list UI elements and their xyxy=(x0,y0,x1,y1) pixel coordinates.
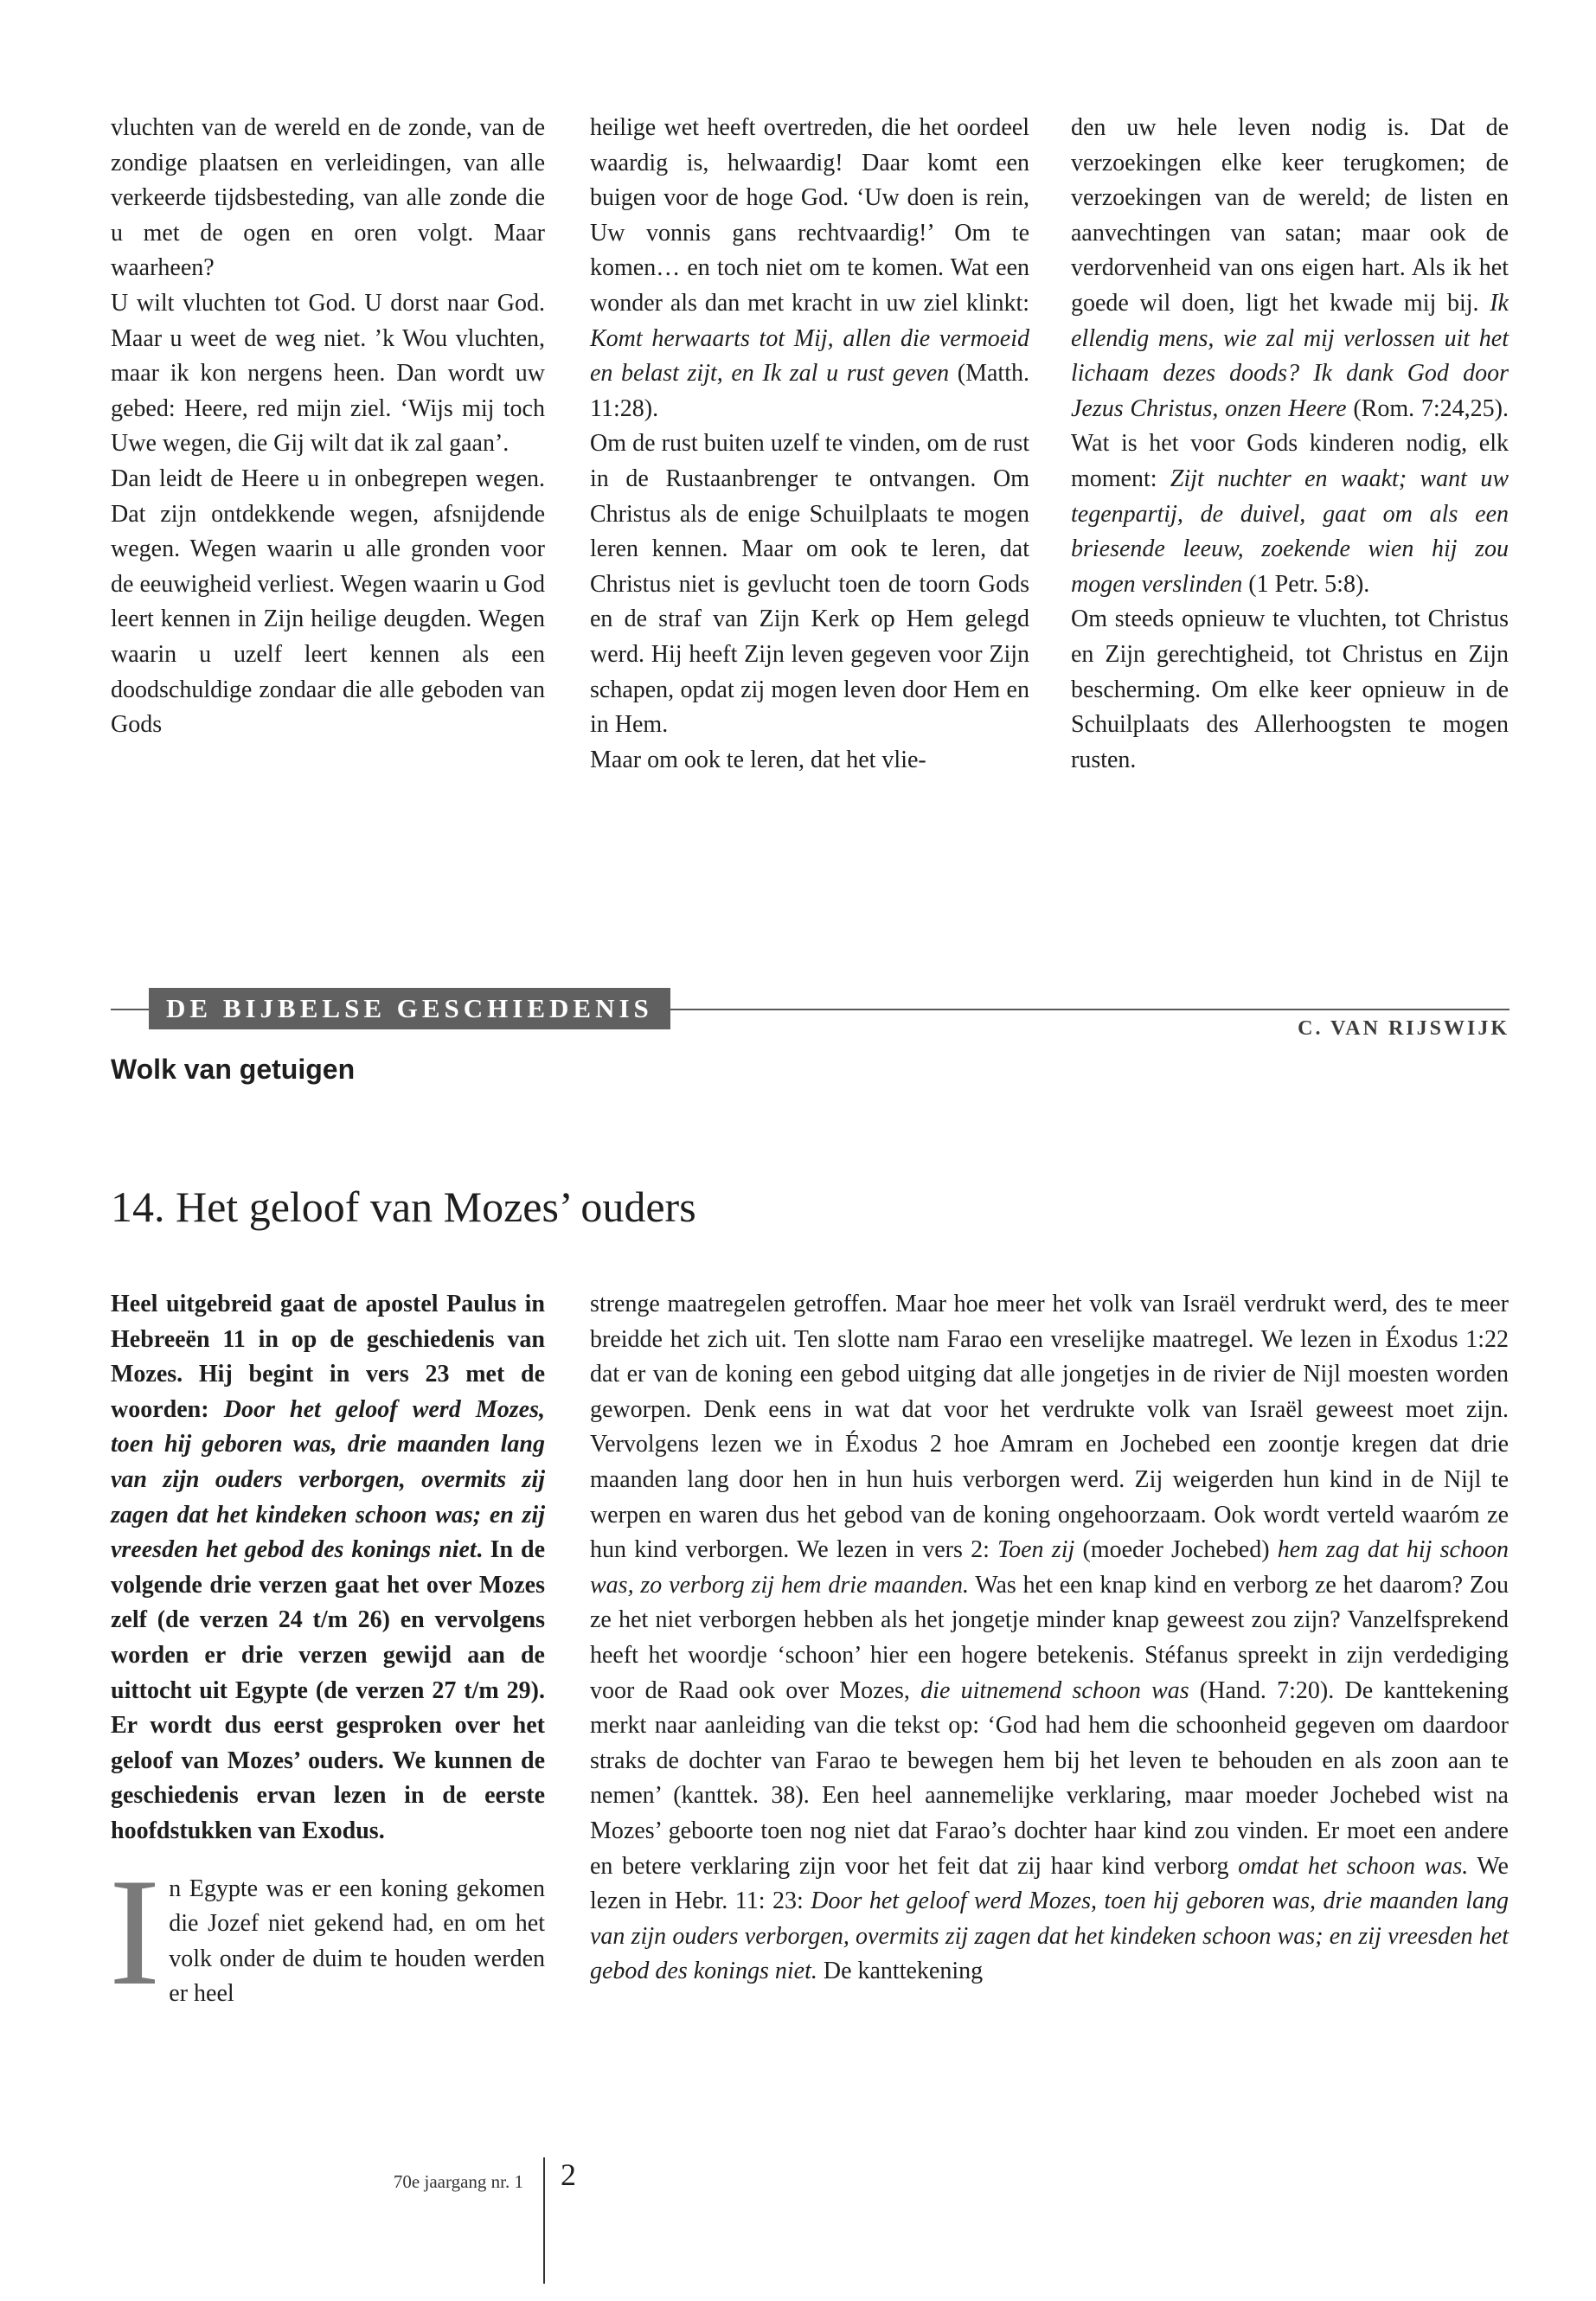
body-paragraph xyxy=(590,1287,1509,1990)
reference: (Matth. 11:28). xyxy=(590,360,1029,422)
author-name: C. VAN RIJSWIJK xyxy=(1298,1017,1509,1040)
text: We lezen in Hebr. 11: 23: xyxy=(590,1852,1509,1915)
scripture-quote: die uitnemend schoon was xyxy=(920,1676,1189,1704)
drop-cap: I xyxy=(109,1845,161,2017)
column-1 xyxy=(111,111,545,743)
page-number: 2 xyxy=(561,2157,576,2192)
text: n Egypte was er een koning gekomen die Jozef niet gekend had, en om het volk onder de duim te houden werden er heel xyxy=(169,1875,545,2008)
reference: (1 Petr. 5:8). xyxy=(1242,570,1370,598)
text: (Hand. 7:20). De kanttekening merkt naar aanleiding van die tekst op: ‘God had hem die schoonheid gegeven om daardoor straks de dochter van Farao te bewegen hem bij het leven te behouden en als zoon aan te nemen’ (kanttek. 38). Een heel aannemelijke verklaring, maar moeder Jochebed wist na Mozes’ geboorte toen nog niet dat Farao’s dochter haar kind zou vinden. Er moet een andere en betere verklaring zijn voor het feit dat zij haar kind verborg xyxy=(590,1676,1509,1880)
paragraph xyxy=(1071,111,1509,602)
issue-label: 70e jaargang nr. 1 xyxy=(393,2171,523,2192)
article-body-column xyxy=(590,1287,1509,1990)
lead-paragraph xyxy=(111,1287,545,1849)
footer-divider xyxy=(543,2157,545,2284)
paragraph: U wilt vluchten tot God. U dorst naar God. Maar u weet de weg niet. ’k Wou vluchten, maar ik kon nergens heen. Dan wordt uw gebed: Heere, red mijn ziel. ‘Wijs mij toch Uwe wegen, die Gij wilt dat ik zal gaan’. xyxy=(111,289,545,458)
paragraph: Maar om ook te leren, dat het vlie- xyxy=(590,746,926,773)
text: strenge maatregelen getroffen. Maar hoe meer het volk van Israël verdrukt werd, des te meer breidde het zich uit. Ten slotte nam Farao een vreselijke maatregel. We lezen in Éxodus 1:22 dat er van de koning een gebod uitging dat alle jongetjes in de rivier de Nijl moesten worden geworpen. Denk eens in wat dat voor het verdrukte volk van Israël geweest moet zijn. Vervolgens lezen we in Éxodus 2 hoe Amram en Jochebed een zoontje kregen dat drie maanden lang door hen in hun huis verborgen werd. Zij weigerden hun kind in de Nijl te werpen en waren dus het gebod van de koning ongehoorzaam. Ook wordt verteld waaróm ze hun kind verborgen. We lezen in vers 2: xyxy=(590,1291,1509,1564)
scripture-quote: omdat het schoon was. xyxy=(1238,1852,1469,1880)
paragraph xyxy=(590,111,1029,426)
section-label: DE BIJBELSE GESCHIEDENIS xyxy=(149,988,670,1029)
scripture-quote: Door het geloof werd Mozes, toen hij geboren was, drie maanden lang van zijn ouders verborgen, overmits zij zagen dat het kindeken schoon was; en zij vreesden het gebod des konings niet xyxy=(111,1395,546,1564)
text: (moeder Jochebed) xyxy=(1074,1536,1278,1564)
scripture-quote: Ik ellendig mens, wie zal mij verlossen uit het lichaam dezes doods? Ik dank God door Jezus Christus, onzen Heere xyxy=(1071,289,1509,422)
column-3 xyxy=(1071,111,1509,778)
paragraph: Dan leidt de Heere u in onbegrepen wegen. Dat zijn ontdekkende wegen, afsnijdende wegen. Wegen waarin u alle gronden voor de eeuwigheid verliest. Wegen waarin u God leert kennen in Zijn heilige deugden. Wegen waarin u uzelf leert kennen als een doodschuldige zondaar die alle geboden van Gods xyxy=(111,465,545,739)
paragraph: Om de rust buiten uzelf te vinden, om de rust in de Rustaanbrenger te ontvangen. Om Christus als de enige Schuilplaats te mogen leren kennen. Maar om ook te leren, dat Christus niet is gevlucht toen de toorn Gods en de straf van Zijn Kerk op Hem gelegd werd. Hij heeft Zijn leven gegeven voor Zijn schapen, opdat zij mogen leven door Hem en in Hem. xyxy=(590,430,1029,739)
column-2 xyxy=(590,111,1029,778)
section-subtitle: Wolk van getuigen xyxy=(111,1054,356,1085)
intro-paragraph xyxy=(109,1845,545,2017)
text: De kanttekening xyxy=(817,1958,984,1985)
paragraph: Om steeds opnieuw te vluchten, tot Christus en Zijn gerechtigheid, tot Christus en Zijn bescherming. Om elke keer opnieuw in de Schuilplaats des Allerhoogsten te mogen rusten. xyxy=(1071,606,1509,773)
scripture-quote: Door het geloof werd Mozes, toen hij geboren was, drie maanden lang van zijn ouders verborgen, overmits zij zagen dat het kindeken schoon was; en zij vreesden het gebod des konings niet. xyxy=(590,1888,1509,1985)
text: Was het een knap kind en verborg ze het daarom? Zou ze het niet verborgen hebben als het jongetje minder knap geweest zou zijn? Vanzelfsprekend heeft het woordje ‘schoon’ hier een hogere betekenis. Stéfanus spreekt in zijn verdediging voor de Raad ook over Mozes, xyxy=(590,1571,1509,1704)
article-title: 14. Het geloof van Mozes’ ouders xyxy=(111,1182,696,1231)
scripture-quote: Komt herwaarts tot Mij, allen die vermoeid en belast zijt, en Ik zal u rust geven xyxy=(590,324,1029,388)
text: . In de volgende drie verzen gaat het over Mozes zelf (de verzen 24 t/m 26) en vervolgens worden er drie verzen gewijd aan de uittocht uit Egypte (de verzen 27 t/m 29). Er wordt dus eerst gesproken over het geloof van Mozes’ ouders. We kunnen de geschiedenis ervan lezen in de eerste hoofdstukken van Exodus. xyxy=(111,1536,545,1844)
text: (Rom. 7:24,25). Wat is het voor Gods kinderen nodig, elk moment: xyxy=(1071,394,1509,492)
text: Heel uitgebreid gaat de apostel Paulus in Hebreeën 11 in op de geschiedenis van Mozes. Hij begint in vers 23 met de woorden: xyxy=(111,1291,545,1423)
text: den uw hele leven nodig is. Dat de verzoekingen elke keer terugkomen; de verzoekingen van de wereld; de listen en aanvechtingen van satan; maar ook de verdorvenheid van ons eigen hart. Als ik het goede wil doen, ligt het kwade mij bij. xyxy=(1071,114,1509,317)
article-lead-column xyxy=(109,1287,546,2017)
scripture-quote: hem zag dat hij schoon was, zo verborg zij hem drie maanden. xyxy=(590,1536,1509,1599)
scripture-quote: Zijt nuchter en waakt; want uw tegenpartij, de duivel, gaat om als een briesende leeuw, zoekende wien hij zou mogen verslinden xyxy=(1071,465,1509,598)
scripture-quote: Toen zij xyxy=(997,1536,1075,1564)
text: heilige wet heeft overtreden, die het oordeel waardig is, helwaardig! Daar komt een buigen voor de hoge God. ‘Uw doen is rein, Uw vonnis gans rechtvaardig!’ Om te komen… en toch niet om te komen. Wat een wonder als dan met kracht in uw ziel klinkt: xyxy=(590,114,1029,317)
paragraph: vluchten van de wereld en de zonde, van de zondige plaatsen en verleidingen, van alle verkeerde tijdsbesteding, van alle zonde die u met de ogen en oren volgt. Maar waarheen? xyxy=(111,114,545,282)
